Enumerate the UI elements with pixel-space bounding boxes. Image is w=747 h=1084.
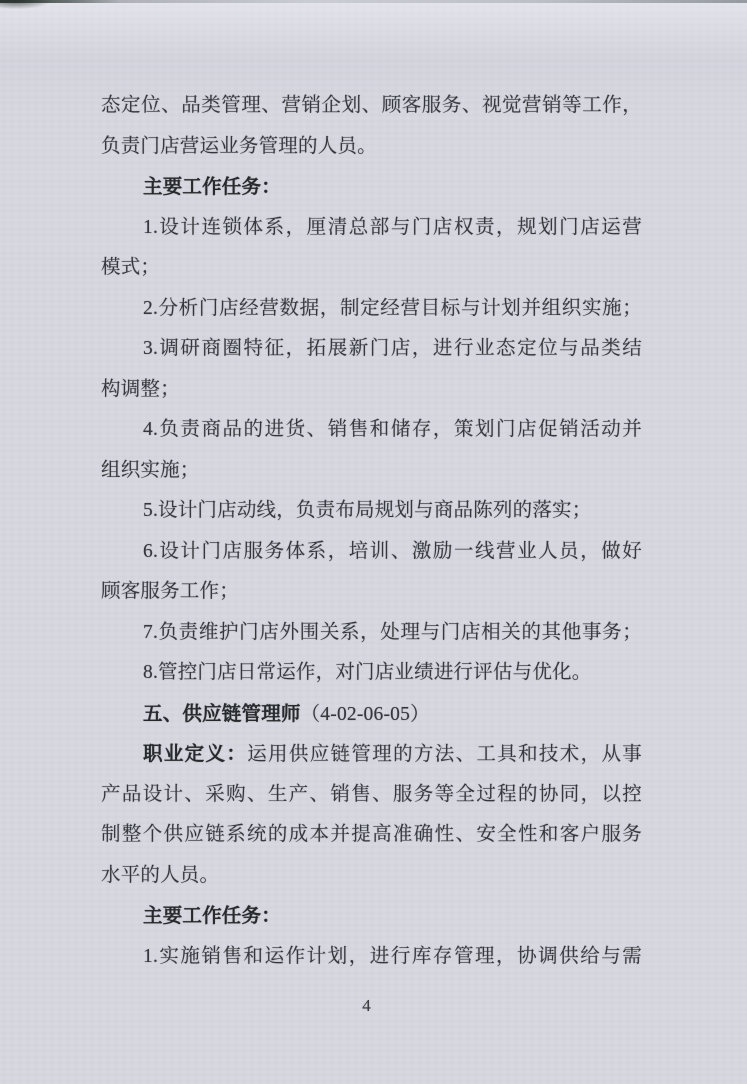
task-item-2 [101,289,642,330]
task-item-6 [101,532,642,573]
document-body [101,86,642,977]
text-segment: 模式； [101,257,161,278]
text-segment: 4.负责商品的进货、销售和储存，策划门店促销活动并 [143,419,642,440]
text-segment: 组织实施； [101,459,200,481]
text-segment: 态定位、品类管理、营销企划、顾客服务、视觉营销等工作， [101,95,642,116]
occupation-definition-line [101,734,642,775]
bold-text-segment: 职业定义： [143,743,248,765]
task-item-1 [101,937,642,978]
task-item-4 [101,410,642,451]
text-segment: 水平的人员。 [101,864,220,886]
text-segment: 3.调研商圈特征，拓展新门店，进行业态定位与品类结 [143,338,642,359]
text-segment: 负责门店营运业务管理的人员。 [101,135,377,157]
bold-text-segment: 主要工作任务： [143,905,281,927]
text-segment: 8.管控门店日常运作，对门店业绩进行评估与优化。 [143,662,592,683]
text-segment: 产品设计、采购、生产、销售、服务等全过程的协同，以控 [101,783,642,805]
task-item-8 [101,653,642,694]
body-line [101,370,642,411]
text-segment: 顾客服务工作； [101,581,239,602]
bold-text-segment: 五、供应链管理师 [143,702,301,725]
task-item-3 [101,329,642,370]
task-item-5 [101,491,642,532]
text-segment: 5.设计门店动线，负责布局规划与商品陈列的落实； [143,500,592,521]
body-line [101,856,642,897]
scan-edge-shadow [0,0,747,3]
body-line [101,248,642,289]
body-line [101,451,642,492]
text-segment: 6.设计门店服务体系，培训、激励一线营业人员，做好 [143,540,642,562]
text-segment: 1.实施销售和运作计划，进行库存管理，协调供给与需 [143,945,642,967]
body-line [101,127,642,168]
heading-occupation-five [101,694,642,735]
task-item-1 [101,208,642,249]
subheading-main-tasks [101,896,642,937]
text-segment: （4-02-06-05） [300,703,430,725]
body-line [101,86,642,127]
bold-text-segment: 主要工作任务： [143,176,281,198]
text-segment: 7.负责维护门店外围关系，处理与门店相关的其他事务； [143,621,642,643]
text-segment: 1.设计连锁体系，厘清总部与门店权责，规划门店运营 [143,216,642,238]
text-segment: 2.分析门店经营数据，制定经营目标与计划并组织实施； [143,297,642,319]
task-item-7 [101,613,642,654]
body-line [101,572,642,613]
scan-corner-smudge [0,0,52,9]
subheading-main-tasks [101,167,642,208]
text-segment: 运用供应链管理的方法、工具和技术，从事 [247,744,642,765]
page-number: 4 [362,996,371,1015]
body-line [101,775,642,816]
text-segment: 构调整； [101,378,180,400]
body-line [101,815,642,856]
text-segment: 制整个供应链系统的成本并提高准确性、安全性和客户服务 [101,824,642,845]
